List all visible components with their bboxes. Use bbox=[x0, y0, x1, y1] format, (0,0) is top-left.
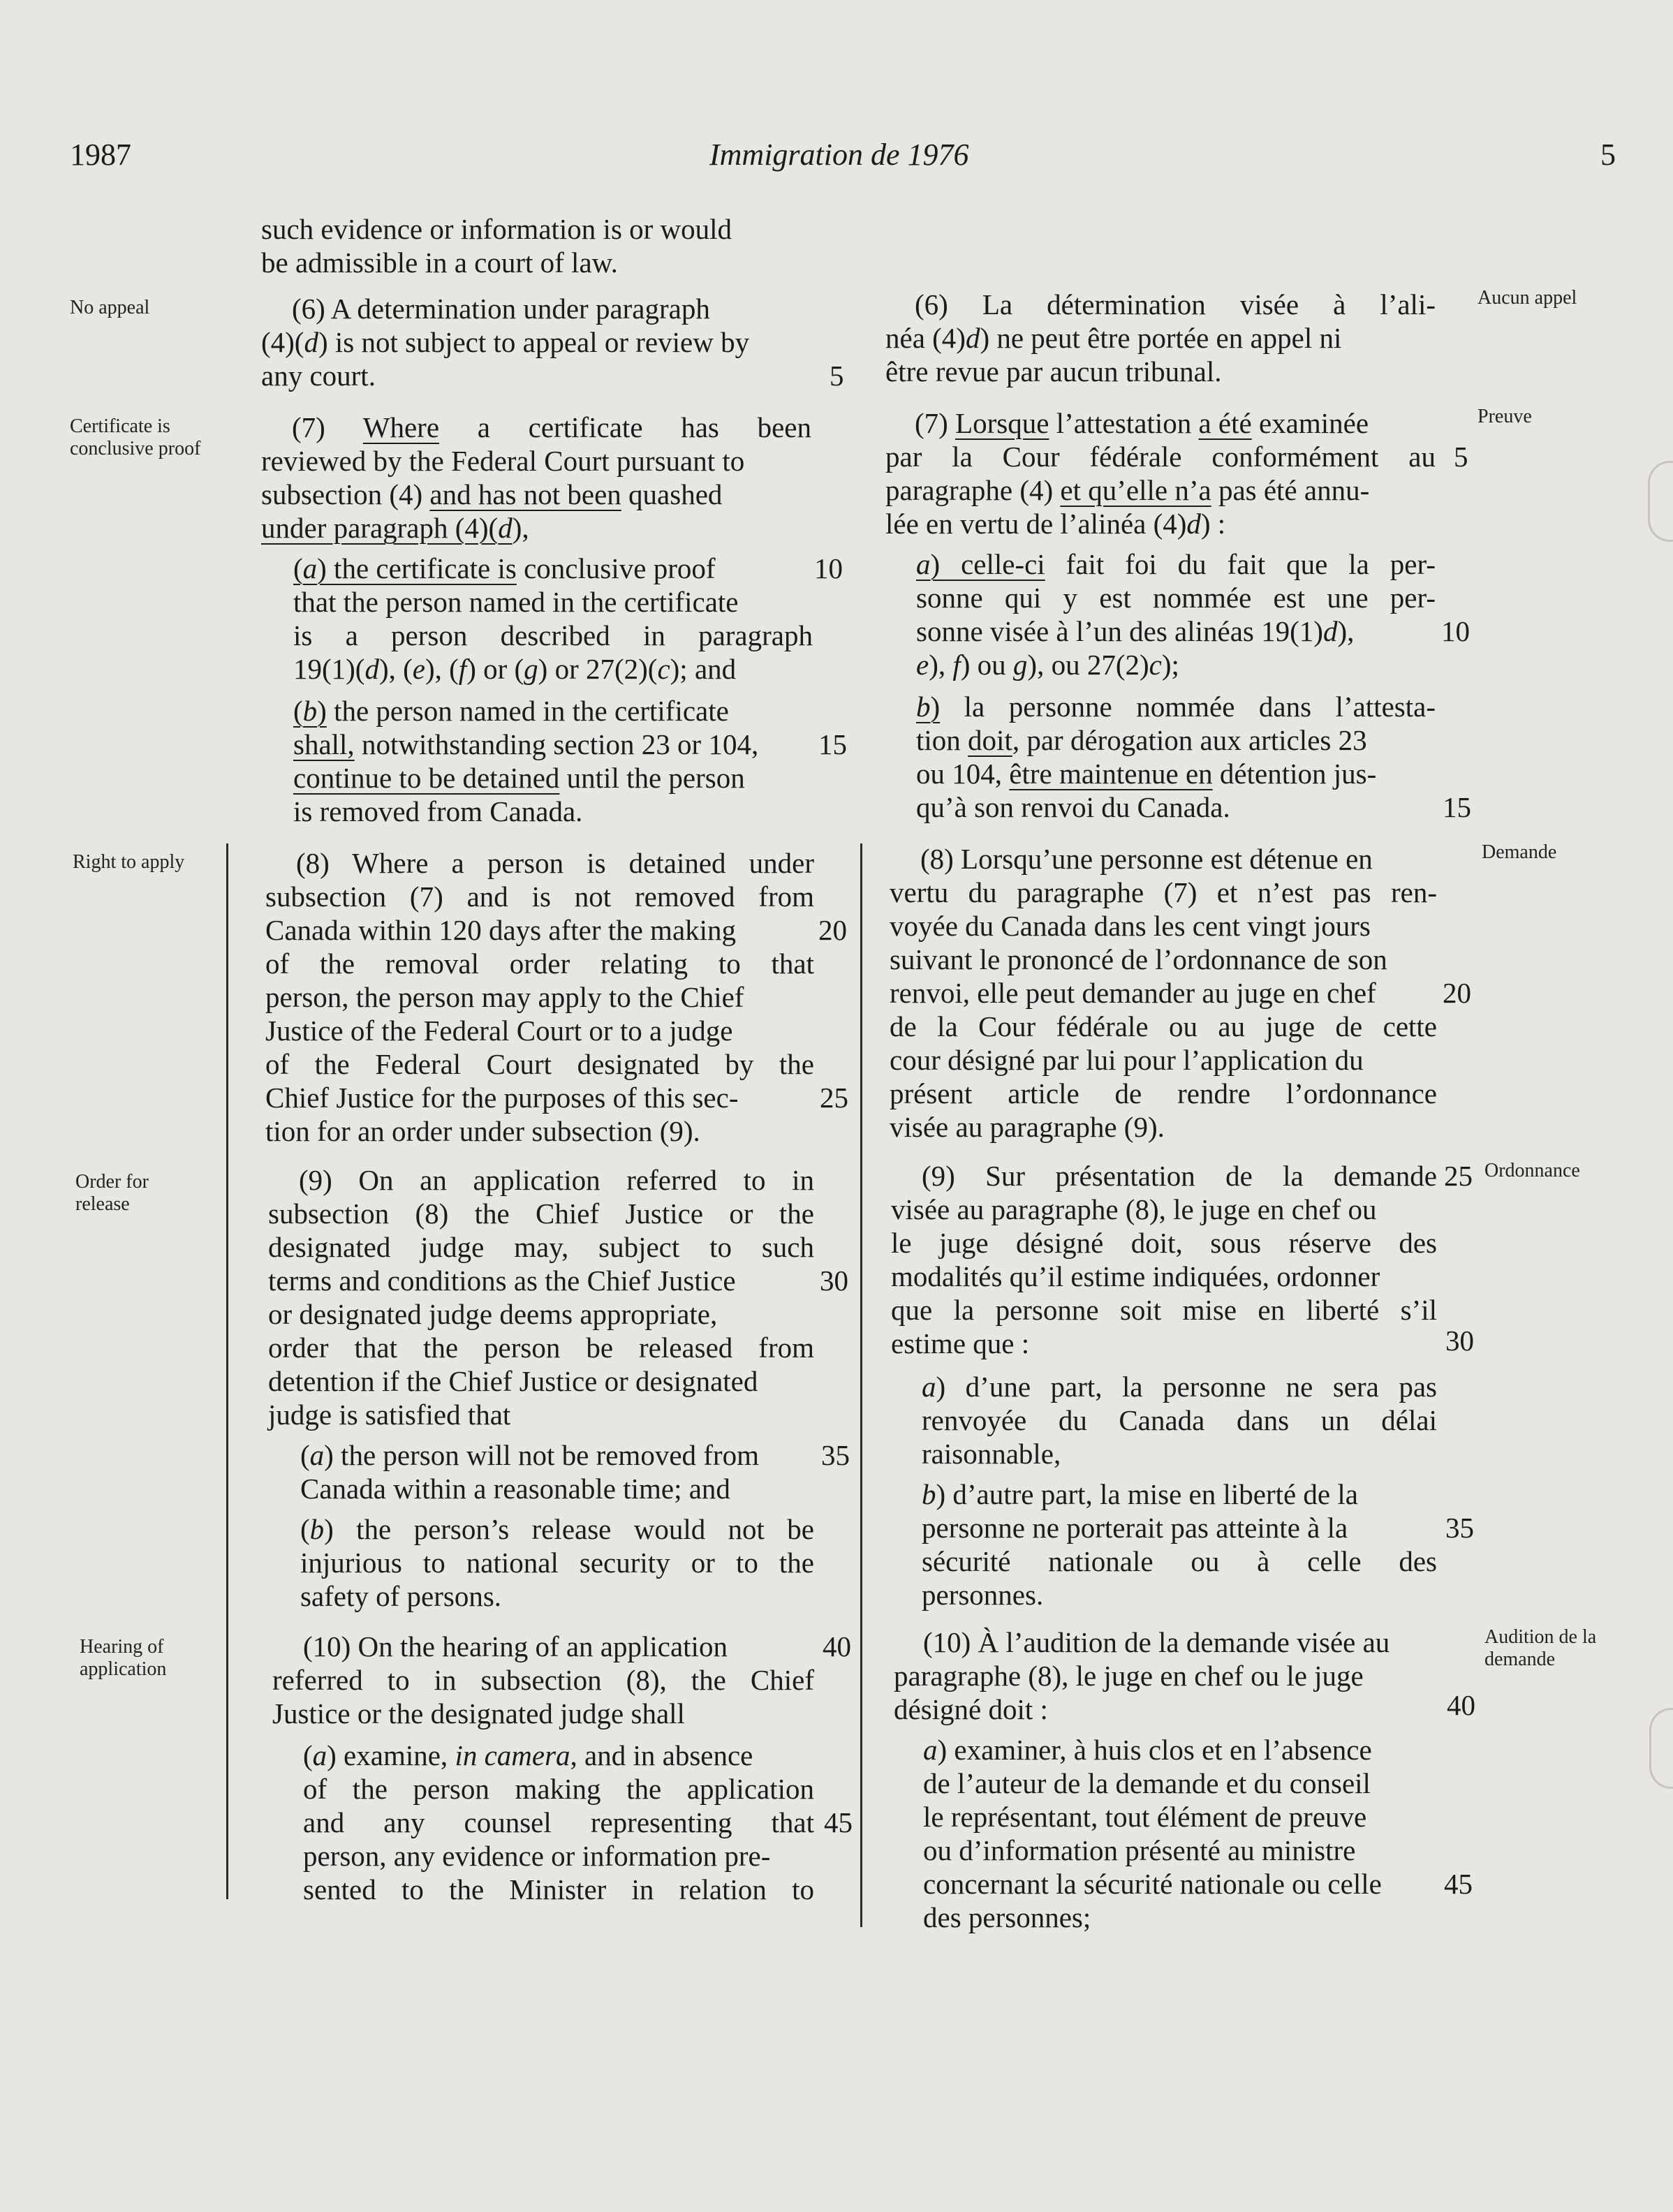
line-number: 40 bbox=[1447, 1689, 1475, 1721]
text-line: any court. bbox=[261, 360, 376, 392]
binding-mark bbox=[1648, 461, 1673, 542]
text-line: Justice of the Federal Court or to a judge bbox=[265, 1015, 733, 1047]
line-number: 45 bbox=[1444, 1868, 1473, 1900]
text-line: modalités qu’il estime indiquées, ordonner bbox=[891, 1260, 1380, 1292]
text-line: (10) On the hearing of an application bbox=[303, 1630, 728, 1662]
text-line: personne ne porterait pas atteinte à la bbox=[922, 1512, 1348, 1544]
text-line: estime que : bbox=[891, 1327, 1030, 1359]
text-line: or designated judge deems appropriate, bbox=[268, 1298, 718, 1330]
text-line: designated judge may, subject to such bbox=[268, 1231, 814, 1263]
text-line: concernant la sécurité nationale ou celle bbox=[923, 1868, 1382, 1900]
margin-note-demande: Demande bbox=[1482, 841, 1557, 863]
text-line: Chief Justice for the purposes of this sec- bbox=[265, 1082, 739, 1114]
margin-note-audition: Audition de la bbox=[1484, 1626, 1597, 1648]
text-line: e), f) ou g), ou 27(2)c); bbox=[916, 649, 1179, 681]
margin-note-aucun-appel: Aucun appel bbox=[1477, 287, 1577, 309]
text-line: is removed from Canada. bbox=[293, 795, 583, 827]
text-line: (6) A determination under paragraph bbox=[292, 293, 710, 325]
text-line: b) la personne nommée dans l’attesta- bbox=[916, 691, 1436, 723]
text-line: (6) La détermination visée à l’ali- bbox=[915, 288, 1436, 320]
text-line: b) d’autre part, la mise en liberté de la bbox=[922, 1478, 1358, 1510]
line-number: 5 bbox=[1454, 441, 1468, 473]
text-line: vertu du paragraphe (7) et n’est pas ren- bbox=[890, 876, 1437, 908]
text-line: a) examiner, à huis clos et en l’absence bbox=[923, 1734, 1372, 1766]
text-line: néa (4)d) ne peut être portée en appel ni bbox=[885, 322, 1342, 354]
text-line: and any counsel representing that bbox=[303, 1806, 814, 1838]
text-line: être revue par aucun tribunal. bbox=[885, 355, 1222, 388]
text-line: présent article de rendre l’ordonnance bbox=[890, 1077, 1437, 1109]
page-number: 5 bbox=[1600, 138, 1616, 172]
text-line: such evidence or information is or would bbox=[261, 213, 732, 245]
text-line: under paragraph (4)(d), bbox=[261, 512, 529, 544]
line-number: 40 bbox=[823, 1630, 851, 1662]
margin-note-hearing: application bbox=[80, 1658, 167, 1680]
text-line: subsection (4) and has not been quashed bbox=[261, 478, 723, 510]
margin-note-order-release: Order for bbox=[75, 1171, 149, 1193]
text-line: referred to in subsection (8), the Chief bbox=[272, 1664, 814, 1696]
text-line: tion for an order under subsection (9). bbox=[265, 1115, 700, 1147]
text-line: par la Cour fédérale conformément au bbox=[885, 441, 1436, 473]
text-line: le juge désigné doit, sous réserve des bbox=[891, 1227, 1437, 1259]
text-line: safety of persons. bbox=[300, 1580, 502, 1612]
page-title: Immigration de 1976 bbox=[709, 138, 969, 172]
line-number: 5 bbox=[830, 360, 844, 392]
margin-note-certificate: conclusive proof bbox=[70, 438, 201, 459]
text-line: lée en vertu de l’alinéa (4)d) : bbox=[885, 508, 1226, 540]
text-line: be admissible in a court of law. bbox=[261, 246, 618, 279]
margin-note-hearing: Hearing of bbox=[80, 1636, 164, 1658]
line-number: 45 bbox=[824, 1806, 853, 1838]
text-line: sonne visée à l’un des alinéas 19(1)d), bbox=[916, 615, 1355, 647]
text-line: (7) Where a certificate has been bbox=[292, 411, 811, 443]
text-line: that the person named in the certificate bbox=[293, 586, 739, 618]
line-number: 20 bbox=[818, 914, 847, 946]
line-number: 15 bbox=[818, 728, 847, 760]
margin-note-order-release: release bbox=[75, 1193, 130, 1215]
text-line: personnes. bbox=[922, 1579, 1044, 1611]
text-line: paragraphe (4) et qu’elle n’a pas été annu- bbox=[885, 474, 1370, 506]
text-line: (b) the person named in the certificate bbox=[293, 695, 729, 727]
line-number: 10 bbox=[1441, 615, 1470, 647]
text-line: injurious to national security or to the bbox=[300, 1547, 814, 1579]
margin-note-no-appeal: No appeal bbox=[70, 297, 150, 318]
text-line: person, any evidence or information pre- bbox=[303, 1840, 771, 1872]
text-line: terms and conditions as the Chief Justice bbox=[268, 1264, 736, 1297]
text-line: 19(1)(d), (e), (f) or (g) or 27(2)(c); and bbox=[293, 653, 737, 685]
text-line: visée au paragraphe (8), le juge en chef ou bbox=[891, 1193, 1377, 1225]
text-line: cour désigné par lui pour l’application du bbox=[890, 1044, 1364, 1076]
revision-bar-middle bbox=[860, 843, 862, 1927]
line-number: 30 bbox=[1445, 1325, 1474, 1357]
text-line: Canada within a reasonable time; and bbox=[300, 1473, 730, 1505]
text-line: que la personne soit mise en liberté s’il bbox=[891, 1294, 1437, 1326]
line-number: 35 bbox=[1445, 1512, 1474, 1544]
text-line: de la Cour fédérale ou au juge de cette bbox=[890, 1010, 1437, 1042]
revision-bar-left bbox=[226, 843, 228, 1899]
text-line: of the person making the application bbox=[303, 1773, 814, 1805]
text-line: of the Federal Court designated by the bbox=[265, 1048, 814, 1080]
text-line: de l’auteur de la demande et du conseil bbox=[923, 1767, 1371, 1799]
text-line: subsection (7) and is not removed from bbox=[265, 880, 814, 913]
text-line: (9) On an application referred to in bbox=[299, 1164, 814, 1196]
text-line: désigné doit : bbox=[894, 1693, 1048, 1725]
margin-note-audition: demande bbox=[1484, 1649, 1556, 1670]
text-line: qu’à son renvoi du Canada. bbox=[916, 791, 1230, 823]
margin-note-right-to-apply: Right to apply bbox=[73, 851, 185, 873]
binding-mark bbox=[1649, 1708, 1673, 1789]
margin-note-preuve: Preuve bbox=[1477, 406, 1532, 427]
line-number: 10 bbox=[814, 552, 843, 584]
text-line: le représentant, tout élément de preuve bbox=[923, 1801, 1367, 1833]
text-line: (10) À l’audition de la demande visée au bbox=[923, 1626, 1390, 1658]
text-line: sented to the Minister in relation to bbox=[303, 1873, 814, 1905]
text-line: Justice or the designated judge shall bbox=[272, 1697, 685, 1730]
text-line: detention if the Chief Justice or designated bbox=[268, 1365, 758, 1397]
text-line: continue to be detained until the person bbox=[293, 762, 745, 794]
text-line: sonne qui y est nommée est une per- bbox=[916, 582, 1436, 614]
text-line: renvoyée du Canada dans un délai bbox=[922, 1404, 1437, 1436]
page-year: 1987 bbox=[70, 138, 131, 172]
text-line: (a) examine, in camera, and in absence bbox=[303, 1739, 753, 1771]
text-line: suivant le prononcé de l’ordonnance de son bbox=[890, 943, 1387, 975]
text-line: person, the person may apply to the Chief bbox=[265, 981, 744, 1013]
text-line: order that the person be released from bbox=[268, 1332, 814, 1364]
text-line: Canada within 120 days after the making bbox=[265, 914, 737, 946]
text-line: renvoi, elle peut demander au juge en chef bbox=[890, 977, 1376, 1009]
margin-note-ordonnance: Ordonnance bbox=[1484, 1160, 1580, 1181]
text-line: (9) Sur présentation de la demande bbox=[922, 1160, 1437, 1192]
line-number: 15 bbox=[1443, 791, 1471, 823]
text-line: sécurité nationale ou à celle des bbox=[922, 1545, 1437, 1577]
text-line: subsection (8) the Chief Justice or the bbox=[268, 1197, 814, 1230]
line-number: 25 bbox=[820, 1082, 848, 1114]
margin-note-certificate: Certificate is bbox=[70, 415, 170, 437]
text-line: shall, notwithstanding section 23 or 104, bbox=[293, 728, 759, 760]
text-line: of the removal order relating to that bbox=[265, 948, 814, 980]
text-line: voyée du Canada dans les cent vingt jours bbox=[890, 910, 1371, 942]
line-number: 30 bbox=[820, 1264, 848, 1297]
text-line: (7) Lorsque l’attestation a été examinée bbox=[915, 407, 1369, 439]
text-line: (4)(d) is not subject to appeal or review by bbox=[261, 326, 750, 358]
text-line: (b) the person’s release would not be bbox=[300, 1513, 814, 1545]
text-line: raisonnable, bbox=[922, 1438, 1061, 1470]
text-line: tion doit, par dérogation aux articles 23 bbox=[916, 724, 1367, 756]
line-number: 25 bbox=[1444, 1160, 1473, 1192]
text-line: visée au paragraphe (9). bbox=[890, 1111, 1165, 1143]
text-line: judge is satisfied that bbox=[268, 1399, 511, 1431]
text-line: (a) the certificate is conclusive proof bbox=[293, 552, 716, 584]
text-line: is a person described in paragraph bbox=[293, 619, 813, 651]
text-line: reviewed by the Federal Court pursuant to bbox=[261, 445, 745, 477]
line-number: 35 bbox=[821, 1439, 850, 1471]
text-line: a) d’une part, la personne ne sera pas bbox=[922, 1371, 1437, 1403]
text-line: (8) Lorsqu’une personne est détenue en bbox=[920, 843, 1373, 875]
text-line: (a) the person will not be removed from bbox=[300, 1439, 759, 1471]
text-line: ou 104, être maintenue en détention jus- bbox=[916, 758, 1377, 790]
text-line: paragraphe (8), le juge en chef ou le juge bbox=[894, 1660, 1364, 1692]
text-line: (8) Where a person is detained under bbox=[296, 847, 814, 879]
text-line: des personnes; bbox=[923, 1901, 1091, 1933]
text-line: a) celle-ci fait foi du fait que la per- bbox=[916, 548, 1436, 580]
line-number: 20 bbox=[1443, 977, 1471, 1009]
text-line: ou d’information présenté au ministre bbox=[923, 1834, 1356, 1866]
